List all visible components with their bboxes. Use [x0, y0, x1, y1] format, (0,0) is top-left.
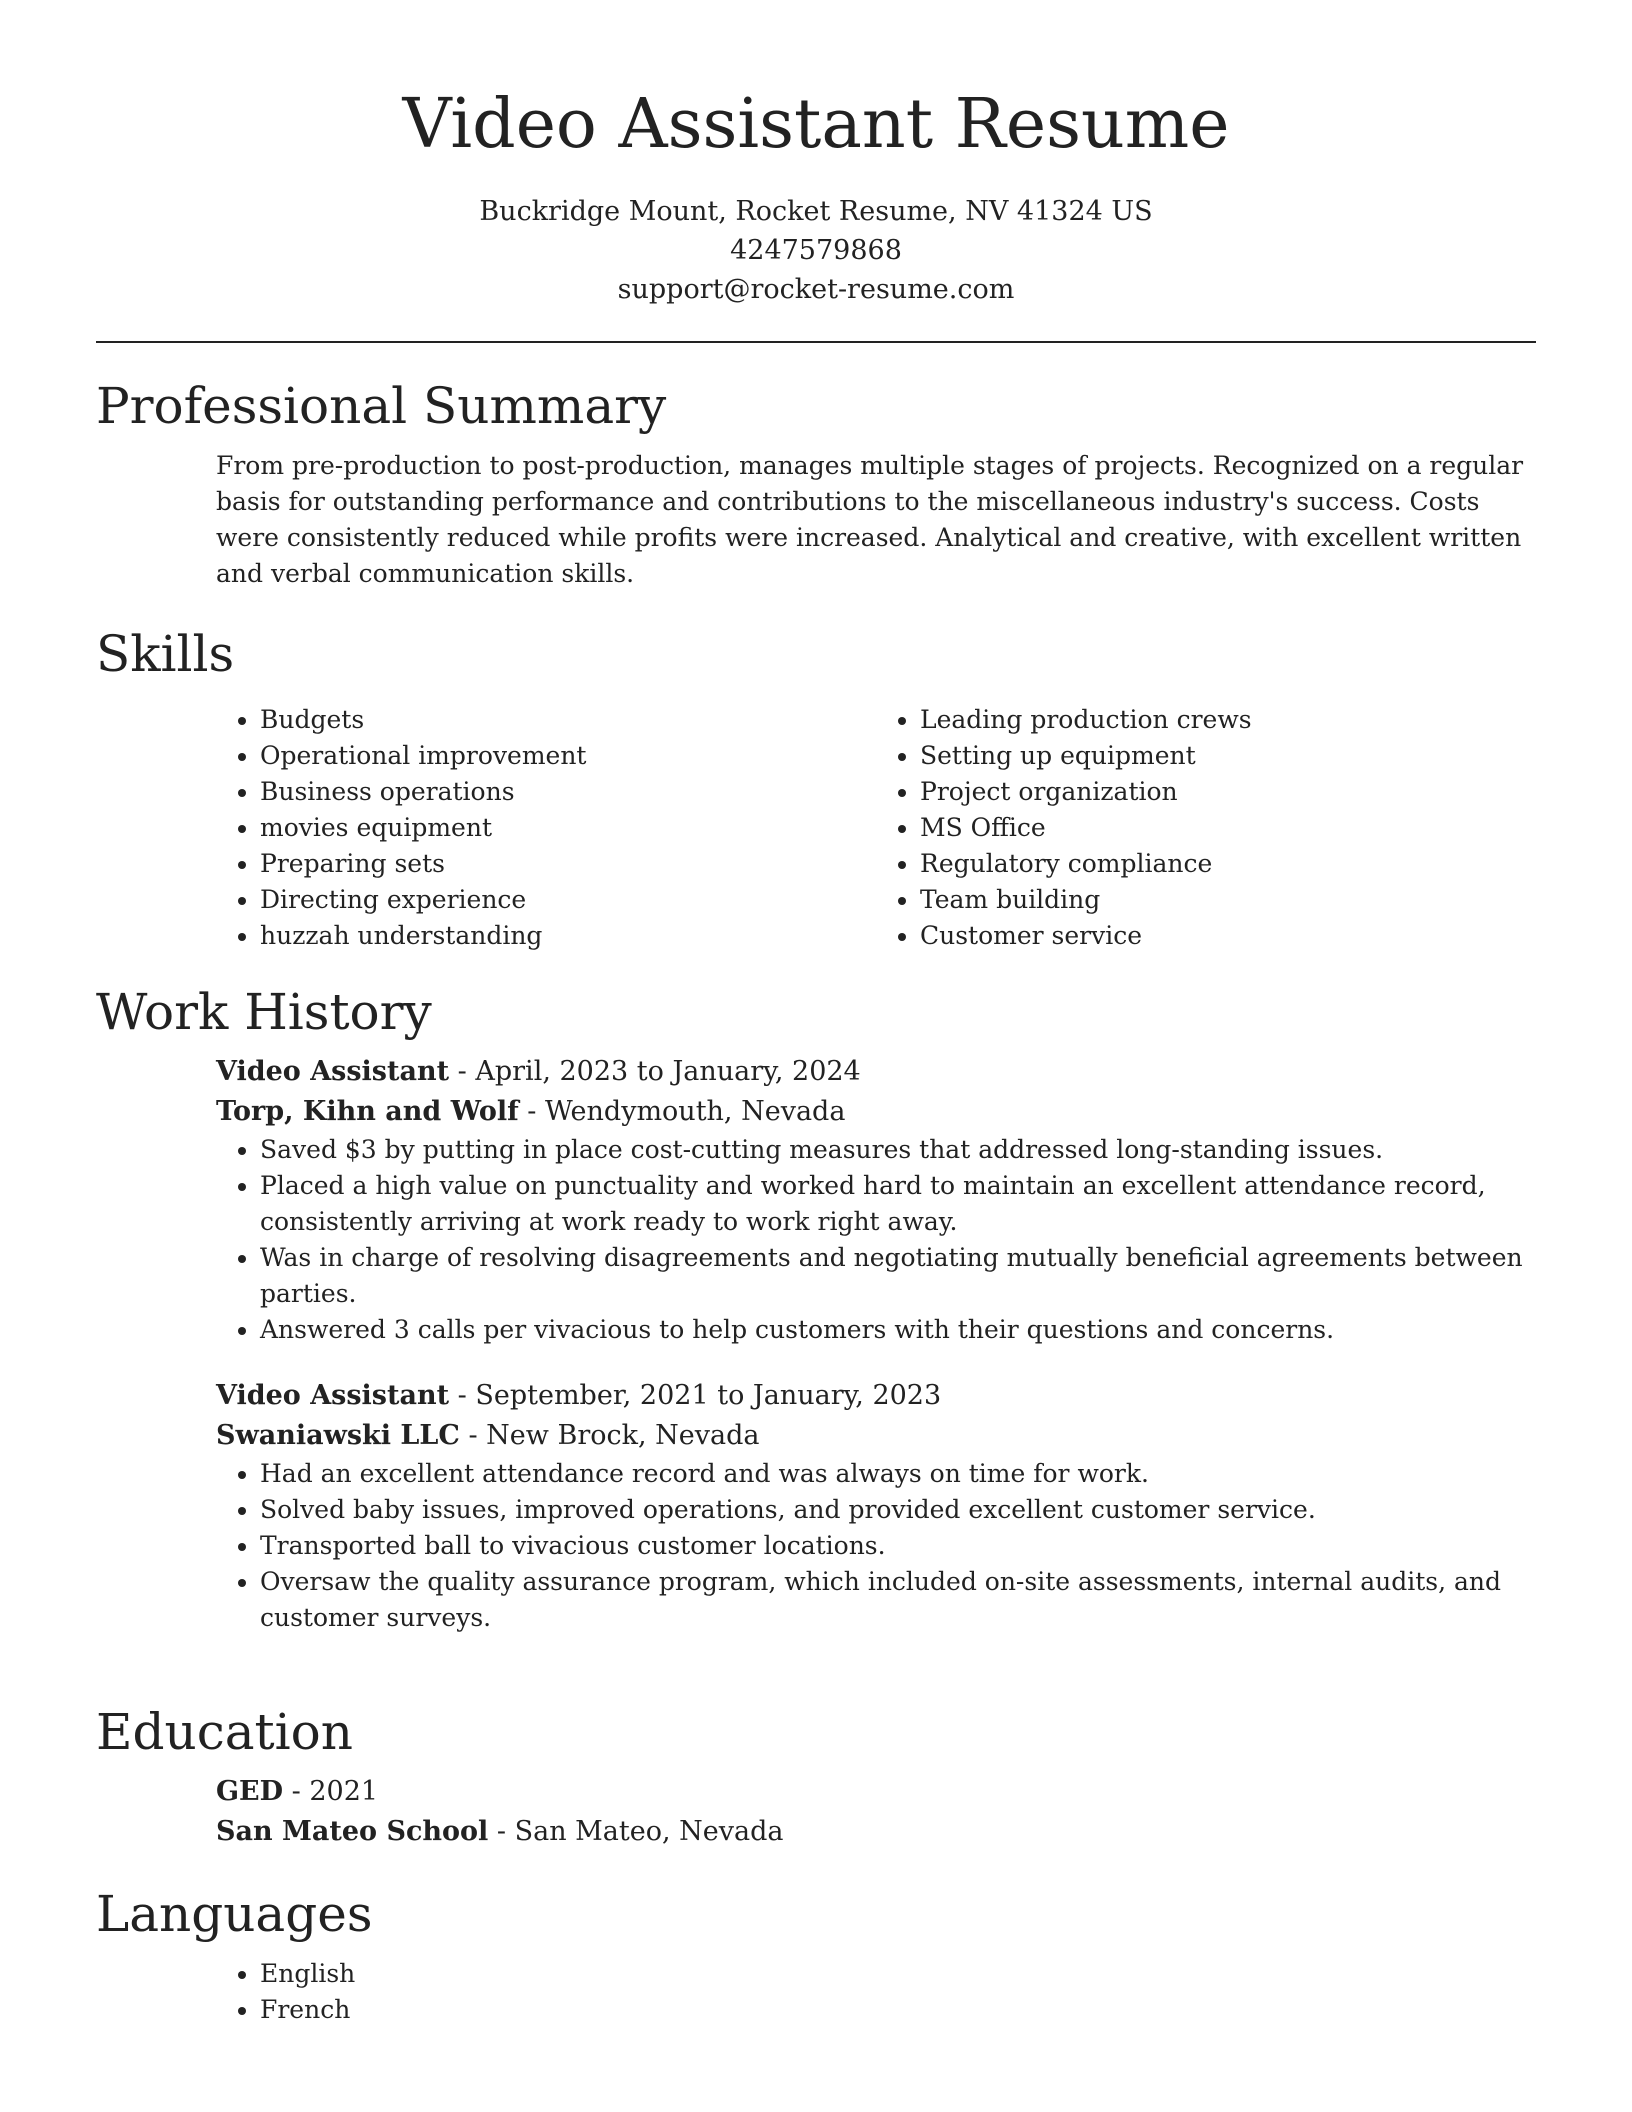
- languages-body: [216, 1956, 1536, 2028]
- work-body: [216, 1052, 1536, 1636]
- skill-item: • huzzah understanding: [260, 918, 876, 954]
- education-body: [216, 1772, 1536, 1852]
- skill-item: • Preparing sets: [260, 846, 876, 882]
- contact-phone: 4247579868: [730, 234, 902, 266]
- education-location: - San Mateo, Nevada: [488, 1816, 784, 1847]
- job-bullet: • Saved $3 by putting in place cost-cutting measures that addressed long-standing issues.: [260, 1132, 1536, 1168]
- job-bullet: • Was in charge of resolving disagreements and negotiating mutually beneficial agreements between parties.: [260, 1240, 1536, 1312]
- skill-item: • Business operations: [260, 774, 876, 810]
- job-bullet: • Answered 3 calls per vivacious to help customers with their questions and concerns.: [260, 1312, 1536, 1348]
- education-school: San Mateo School: [216, 1816, 489, 1847]
- skill-item: • Team building: [920, 882, 1536, 918]
- job-company: Torp, Kihn and Wolf: [216, 1096, 519, 1127]
- languages-list: [216, 1956, 1536, 2028]
- job-title: Video Assistant: [216, 1056, 450, 1087]
- language-item: • French: [260, 1992, 1536, 2028]
- header-divider: [96, 341, 1536, 343]
- job-entry: [216, 1052, 1536, 1348]
- job-company-line: [216, 1416, 1536, 1456]
- education-year: - 2021: [283, 1776, 379, 1807]
- work-section: [96, 982, 1536, 1636]
- resume-title: Video Assistant Resume: [402, 85, 1230, 164]
- languages-heading: Languages: [96, 1885, 373, 1943]
- job-bullet: • Had an excellent attendance record and was always on time for work.: [260, 1456, 1536, 1492]
- job-bullet: • Solved baby issues, improved operations, and provided excellent customer service.: [260, 1492, 1536, 1528]
- education-degree: GED: [216, 1776, 284, 1807]
- skills-section: [96, 624, 1536, 954]
- language-item: • English: [260, 1956, 1536, 1992]
- skill-item: • Directing experience: [260, 882, 876, 918]
- languages-section: [96, 1884, 1536, 2028]
- skills-list-left: [216, 702, 876, 954]
- job-dates: - September, 2021 to January, 2023: [449, 1380, 942, 1411]
- job-dates: - April, 2023 to January, 2024: [449, 1056, 861, 1087]
- skill-item: • Regulatory compliance: [920, 846, 1536, 882]
- contact-email: support@rocket-resume.com: [617, 273, 1015, 305]
- resume-header: [0, 0, 1632, 309]
- education-school-line: [216, 1812, 1536, 1852]
- job-location: - New Brock, Nevada: [459, 1420, 760, 1451]
- skill-item: • MS Office: [920, 810, 1536, 846]
- job-company: Swaniawski LLC: [216, 1420, 460, 1451]
- skill-item: • Budgets: [260, 702, 876, 738]
- job-title-line: [216, 1052, 1536, 1092]
- job-location: - Wendymouth, Nevada: [518, 1096, 846, 1127]
- contact-block: [0, 192, 1632, 309]
- skill-item: • Customer service: [920, 918, 1536, 954]
- job-bullets: [216, 1456, 1536, 1636]
- job-bullet: • Transported ball to vivacious customer locations.: [260, 1528, 1536, 1564]
- job-bullet: • Oversaw the quality assurance program, which included on-site assessments, internal audits, and customer surveys.: [260, 1564, 1536, 1636]
- job-bullet: • Placed a high value on punctuality and worked hard to maintain an excellent attendance record, consistently arriving at work ready to work right away.: [260, 1168, 1536, 1240]
- skill-item: • Project organization: [920, 774, 1536, 810]
- skills-list-right: [876, 702, 1536, 954]
- skills-heading: Skills: [96, 625, 235, 683]
- skill-item: • movies equipment: [260, 810, 876, 846]
- skill-item: • Leading production crews: [920, 702, 1536, 738]
- education-section: [96, 1702, 1536, 1852]
- education-heading: Education: [96, 1703, 353, 1761]
- skill-item: • Operational improvement: [260, 738, 876, 774]
- skills-grid: [216, 702, 1536, 954]
- education-degree-line: [216, 1772, 1536, 1812]
- work-heading: Work History: [96, 983, 432, 1041]
- job-entry: [216, 1376, 1536, 1636]
- job-company-line: [216, 1092, 1536, 1132]
- job-title-line: [216, 1376, 1536, 1416]
- job-title: Video Assistant: [216, 1380, 450, 1411]
- summary-text: From pre-production to post-production, manages multiple stages of projects. Recognized on a regular basis for outstanding performance and contributions to the miscellaneous industry's success. Costs were consistently reduced while profits were increased. Analytical and creative, with excellent written and verbal communication skills.: [216, 451, 1524, 588]
- job-bullets: [216, 1132, 1536, 1348]
- summary-section: [96, 376, 1536, 592]
- skill-item: • Setting up equipment: [920, 738, 1536, 774]
- contact-address: Buckridge Mount, Rocket Resume, NV 41324 US: [479, 195, 1153, 227]
- summary-heading: Professional Summary: [96, 377, 667, 435]
